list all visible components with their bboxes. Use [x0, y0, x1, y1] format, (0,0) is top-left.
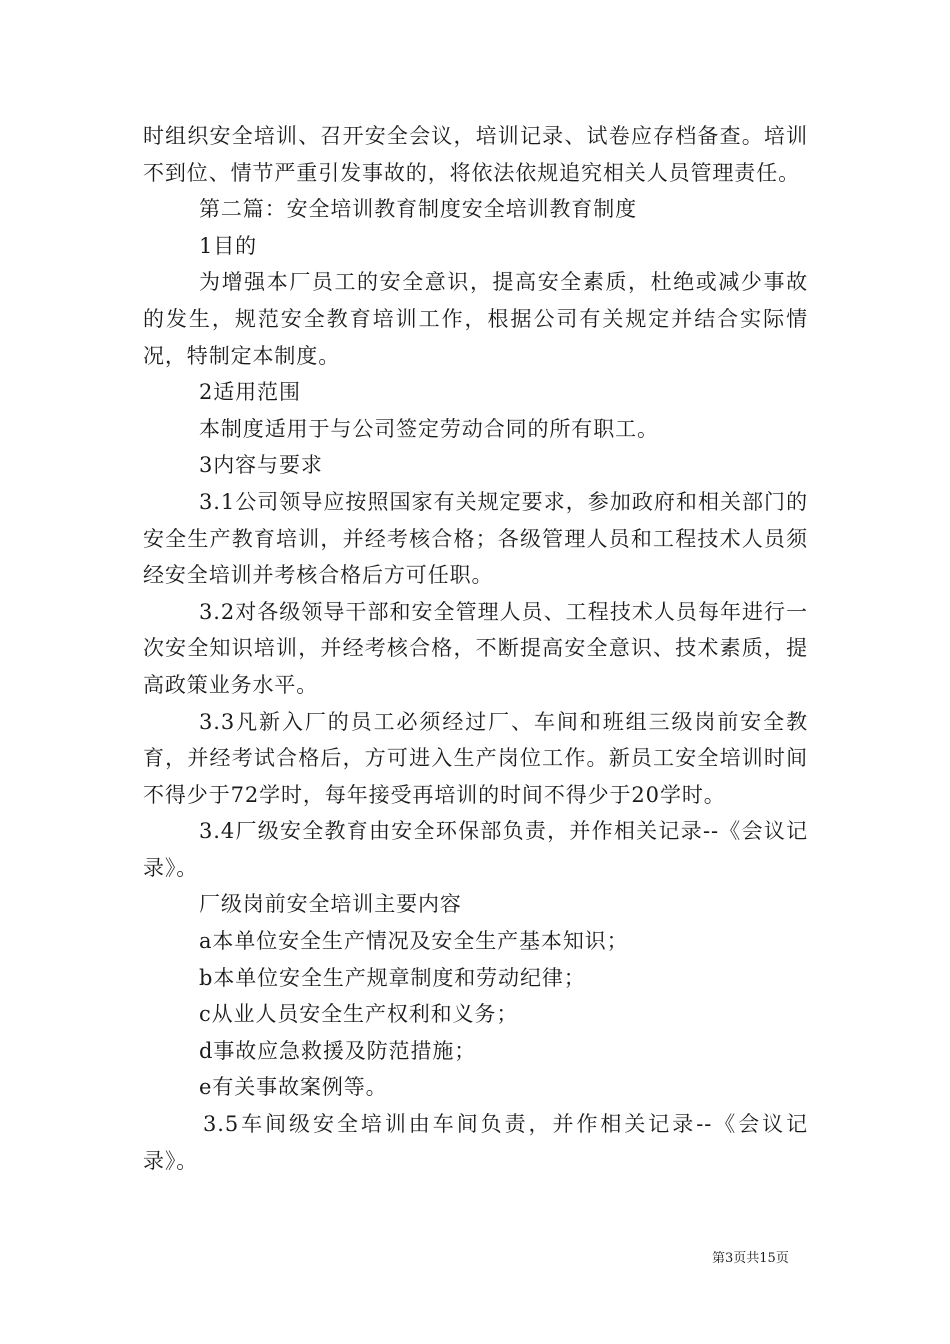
list-item-a: a本单位安全生产情况及安全生产基本知识； — [199, 929, 629, 954]
page-number: 第3页共15页 — [712, 1251, 789, 1266]
heading-scope: 2适用范围 — [199, 380, 301, 405]
paragraph-3-2: 3.2对各级领导干部和安全管理人员、工程技术人员每年进行一次安全知识培训，并经考核合格，不断提高安全意识、技术素质，提高政策业务水平。 — [143, 599, 808, 697]
paragraph-purpose: 为增强本厂员工的安全意识，提高安全素质，杜绝或减少事故的发生，规范安全教育培训工作，根据公司有关规定并结合实际情况，特制定本制度。 — [143, 270, 808, 368]
paragraph-3-5: 3.5车间级安全培训由车间负责，并作相关记录--《会议记录》。 — [143, 1112, 808, 1173]
list-item-c: c从业人员安全生产权利和义务； — [199, 1002, 519, 1027]
paragraph-3-3: 3.3凡新入厂的员工必须经过厂、车间和班组三级岗前安全教育，并经考试合格后，方可进入生产岗位工作。新员工安全培训时间不得少于72学时，每年接受再培训的时间不得少于20学时。 — [143, 709, 808, 807]
paragraph-scope: 本制度适用于与公司签定劳动合同的所有职工。 — [199, 416, 659, 441]
paragraph-3-1: 3.1公司领导应按照国家有关规定要求，参加政府和相关部门的安全生产教育培训，并经考核合格；各级管理人员和工程技术人员须经安全培训并考核合格后方可任职。 — [143, 489, 808, 588]
paragraph-continuation: 时组织安全培训、召开安全会议，培训记录、试卷应存档备查。培训不到位、情节严重引发事故的，将依法依规追究相关人员管理责任。 — [143, 124, 808, 185]
heading-content-requirements: 3内容与要求 — [199, 453, 323, 478]
heading-factory-training-content: 厂级岗前安全培训主要内容 — [199, 892, 462, 917]
list-item-e: e有关事故案例等。 — [199, 1075, 388, 1100]
paragraph-3-4: 3.4厂级安全教育由安全环保部负责，并作相关记录--《会议记录》。 — [143, 819, 808, 880]
document-body — [143, 118, 808, 1179]
heading-purpose: 1目的 — [199, 233, 258, 258]
section-heading-part-two: 第二篇：安全培训教育制度安全培训教育制度 — [199, 197, 637, 222]
list-item-d: d事故应急救援及防范措施； — [199, 1038, 477, 1063]
list-item-b: b本单位安全生产规章制度和劳动纪律； — [199, 965, 586, 990]
